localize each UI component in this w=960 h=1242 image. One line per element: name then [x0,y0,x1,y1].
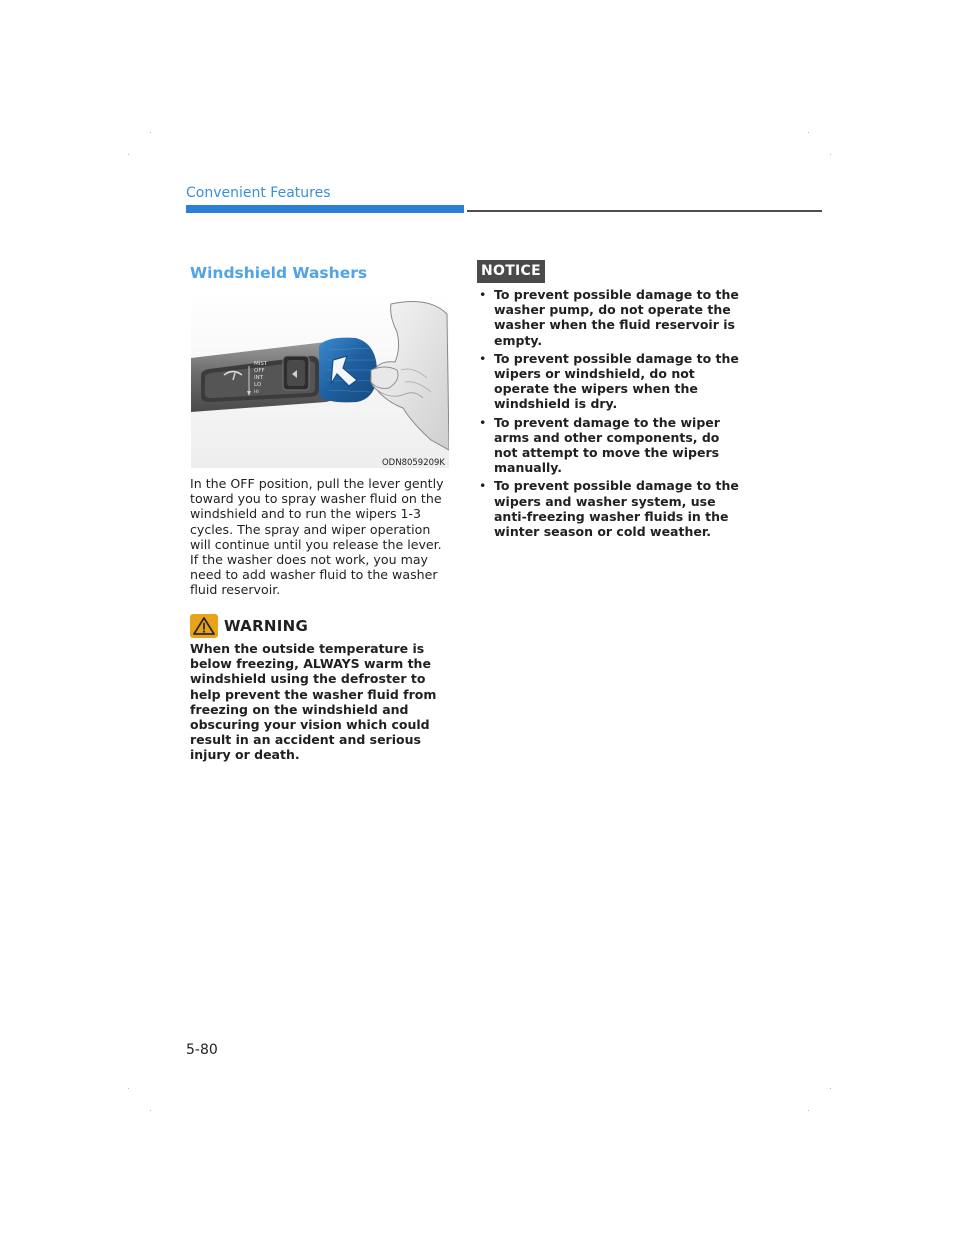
page-number: 5-80 [186,1042,218,1058]
notice-badge: NOTICE [477,260,545,283]
notice-item: • To prevent possible damage to the washer pump, do not operate the washer when the fluid reservoir is empty. [478,287,740,348]
crop-mark [128,1088,129,1089]
crop-mark [128,154,129,155]
body-paragraph: In the OFF position, pull the lever gently toward you to spray washer fluid on the windshield and to run the wipers 1-3 cycles. The spray and wiper operation will continue until you release the lever. If the washer does not work, you may need to add washer fluid to the washer fluid reservoir. [190,476,444,598]
crop-mark [830,1088,831,1089]
lever-label-lo: LO [254,382,262,388]
header-rule [467,210,822,212]
header-rule-accent [186,205,464,213]
notice-item: • To prevent possible damage to the wipers and washer system, use anti-freezing washer fluids in the winter season or cold weather. [478,478,740,539]
notice-item: • To prevent damage to the wiper arms and other components, do not attempt to move the wipers manually. [478,415,740,476]
lever-label-int: INT [254,375,264,381]
crop-mark [150,132,151,133]
warning-text: When the outside temperature is below freezing, ALWAYS warm the windshield using the defroster to help prevent the washer fluid from freezing on the windshield and obscuring your vision which could result in an accident and serious injury or death. [190,641,437,763]
notice-item: • To prevent possible damage to the wipers or windshield, do not operate the wipers when the windshield is dry. [478,351,740,412]
warning-triangle-icon [190,614,218,638]
crop-mark [808,1110,809,1111]
warning-header [190,614,308,638]
crop-mark [830,154,831,155]
figure-code: ODN8059209K [381,458,445,468]
lever-label-mist: MIST [254,361,268,367]
lever-label-off: OFF [254,368,265,374]
notice-list [478,287,740,542]
section-title: Convenient Features [186,185,331,201]
warning-label: WARNING [224,617,309,635]
wiper-lever-illustration [191,290,449,468]
lever-label-hi: HI [254,390,259,395]
crop-mark [808,132,809,133]
page-heading: Windshield Washers [190,264,368,282]
crop-mark [150,1110,151,1111]
